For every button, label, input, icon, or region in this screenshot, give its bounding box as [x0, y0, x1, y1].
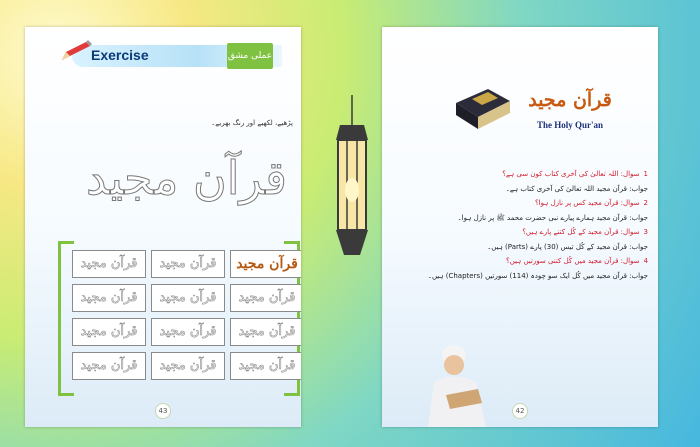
trace-text-large: قرآن مجید: [86, 151, 287, 205]
trace-cell[interactable]: قرآن مجید: [230, 284, 301, 312]
trace-cell[interactable]: قرآن مجید: [72, 284, 146, 312]
trace-cell[interactable]: قرآن مجید: [72, 250, 146, 278]
page-title-english: The Holy Qur'an: [536, 120, 603, 130]
trace-cell[interactable]: قرآن مجید: [151, 318, 225, 346]
question-line: 3سوال: قرآن مجید کے کُل کتنے پارے ہیں؟: [522, 228, 648, 236]
exercise-title: Exercise: [91, 47, 149, 63]
quran-book-icon: [452, 85, 512, 133]
answer-line: جواب: قرآن مجید ہمارے پیارے نبی حضرت محمد ﷺ پر نازل ہوا۔: [457, 213, 648, 222]
trace-cell[interactable]: قرآن مجید: [151, 284, 225, 312]
exercise-instruction: پڑھیے، لکھیے اور رنگ بھریے۔: [211, 119, 293, 127]
page-title-urdu: قرآن مجید: [528, 89, 612, 111]
question-line: 4سوال: قرآن مجید میں کُل کتنی سورتیں ہیں؟: [506, 257, 648, 265]
practice-grid: [72, 250, 301, 380]
page-number: 42: [512, 403, 528, 419]
reader-illustration: [406, 337, 506, 427]
answer-line: جواب: قرآن مجید اللہ تعالیٰ کی آخری کتاب ہے۔: [505, 184, 648, 193]
trace-cell[interactable]: قرآن مجید: [151, 352, 225, 380]
lantern-illustration: [330, 95, 374, 280]
answer-line: جواب: قرآن مجید کے کُل تیس (30) پارے (Parts) ہیں۔: [487, 242, 648, 251]
pencil-icon: [60, 40, 94, 62]
trace-cell[interactable]: قرآن مجید: [230, 318, 301, 346]
question-line: 2سوال: قرآن مجید کس پر نازل ہوا؟: [534, 199, 648, 207]
right-page: [382, 27, 658, 427]
left-page: [25, 27, 301, 427]
page-number: 43: [155, 403, 171, 419]
question-answer-list: [394, 167, 648, 283]
trace-cell[interactable]: قرآن مجید: [72, 352, 146, 380]
exercise-tag: عملی مشق: [227, 43, 273, 69]
trace-cell[interactable]: قرآن مجید: [72, 318, 146, 346]
solid-cell: قرآن مجید: [230, 250, 301, 278]
answer-line: جواب: قرآن مجید میں کُل ایک سو چودہ (114) سورتیں (Chapters) ہیں۔: [427, 271, 648, 280]
trace-cell[interactable]: قرآن مجید: [230, 352, 301, 380]
question-line: 1سوال: اللہ تعالیٰ کی آخری کتاب کون سی ہے؟: [502, 170, 648, 178]
trace-cell[interactable]: قرآن مجید: [151, 250, 225, 278]
